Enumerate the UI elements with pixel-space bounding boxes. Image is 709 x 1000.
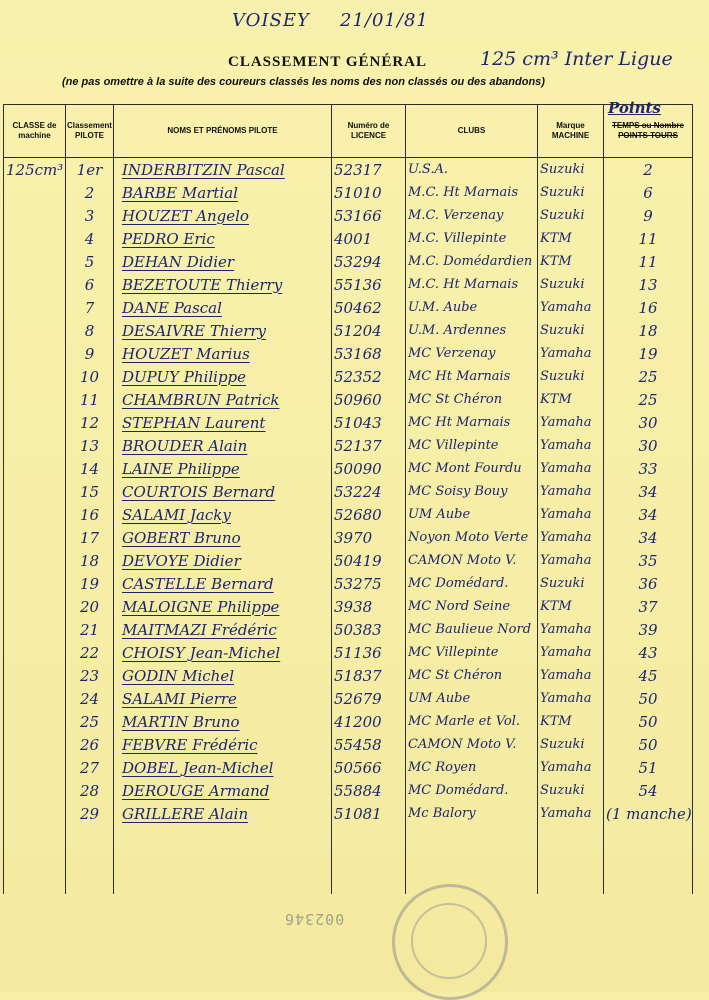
row-points: 6 [604,181,693,204]
row-club: MC Domédard. [406,572,538,595]
row-licence: 53224 [332,480,406,503]
table-row [4,227,693,250]
results-table [3,99,693,894]
row-name: PEDRO Eric [114,227,332,250]
table-row [4,342,693,365]
row-name: INDERBITZIN Pascal [114,158,332,182]
row-name: STEPHAN Laurent [114,411,332,434]
row-licence: 41200 [332,710,406,733]
table-row [4,526,693,549]
row-class [4,319,66,342]
row-rank: 22 [66,641,114,664]
document-title: CLASSEMENT GÉNÉRAL [228,54,428,70]
handwritten-name: VOISEY [232,10,310,31]
stamp-inner-ring [411,903,487,979]
row-club: M.C. Villepinte [406,227,538,250]
row-rank: 1er [66,158,114,182]
row-make: Suzuki [538,158,604,182]
row-rank: 27 [66,756,114,779]
row-name: SALAMI Pierre [114,687,332,710]
row-class: 125cm³ [4,158,66,182]
row-name: GOBERT Bruno [114,526,332,549]
row-licence: 52679 [332,687,406,710]
col-header-rank: Classement PILOTE [66,105,114,158]
row-club: MC Baulieue Nord [406,618,538,641]
row-rank: 28 [66,779,114,802]
row-make: Yamaha [538,411,604,434]
table-row [4,434,693,457]
row-licence: 51043 [332,411,406,434]
empty-cell [538,848,604,871]
row-points: 25 [604,365,693,388]
empty-cell [604,848,693,871]
col-header-points [604,99,693,158]
row-points: 50 [604,710,693,733]
row-club: MC Mont Fourdu [406,457,538,480]
row-class [4,618,66,641]
row-club: MC Verzenay [406,342,538,365]
table-row [4,572,693,595]
table-row [4,503,693,526]
row-make: Suzuki [538,779,604,802]
row-rank: 6 [66,273,114,296]
row-class [4,733,66,756]
row-name: COURTOIS Bernard [114,480,332,503]
row-club: MC Nord Seine [406,595,538,618]
row-rank: 2 [66,181,114,204]
row-class [4,457,66,480]
row-licence: 51136 [332,641,406,664]
row-points: 39 [604,618,693,641]
row-class [4,549,66,572]
row-make: Yamaha [538,618,604,641]
row-points: 36 [604,572,693,595]
empty-cell [332,848,406,871]
row-rank: 12 [66,411,114,434]
table-row [4,641,693,664]
table-row [4,388,693,411]
empty-cell [604,825,693,848]
empty-cell [332,871,406,894]
row-name: CHAMBRUN Patrick [114,388,332,411]
row-make: Suzuki [538,733,604,756]
row-make: Yamaha [538,296,604,319]
row-make: Yamaha [538,526,604,549]
row-points: 45 [604,664,693,687]
row-licence: 3970 [332,526,406,549]
serial-number: 002346 [284,910,345,928]
row-name: MALOIGNE Philippe [114,595,332,618]
row-club: MC Ht Marnais [406,411,538,434]
row-points: (1 manche) [604,802,693,825]
row-licence: 52317 [332,158,406,182]
row-licence: 55884 [332,779,406,802]
row-club: MC Soisy Bouy [406,480,538,503]
row-name: DEVOYE Didier [114,549,332,572]
row-licence: 3938 [332,595,406,618]
row-name: LAINE Philippe [114,457,332,480]
row-licence: 53168 [332,342,406,365]
row-make: Suzuki [538,273,604,296]
row-class [4,756,66,779]
results-body [4,158,693,895]
row-points: 33 [604,457,693,480]
row-make: Yamaha [538,549,604,572]
row-licence: 53275 [332,572,406,595]
table-row [4,687,693,710]
row-name: BARBE Martial [114,181,332,204]
points-printed-label: TEMPS ou Nombre POINTS TOURS [611,120,684,140]
row-points: 18 [604,319,693,342]
row-make: Suzuki [538,204,604,227]
row-licence: 55458 [332,733,406,756]
row-points: 11 [604,250,693,273]
row-class [4,802,66,825]
table-row [4,779,693,802]
row-class [4,181,66,204]
row-class [4,710,66,733]
row-class [4,411,66,434]
empty-cell [406,825,538,848]
table-row [4,618,693,641]
row-licence: 52352 [332,365,406,388]
table-row [4,319,693,342]
row-licence: 52137 [332,434,406,457]
row-make: KTM [538,595,604,618]
table-row [4,756,693,779]
row-make: Yamaha [538,664,604,687]
row-class [4,480,66,503]
row-club: Noyon Moto Verte [406,526,538,549]
table-row [4,273,693,296]
row-rank: 17 [66,526,114,549]
row-licence: 52680 [332,503,406,526]
row-class [4,687,66,710]
row-rank: 24 [66,687,114,710]
row-class [4,250,66,273]
points-handwritten-label: Points [608,99,661,117]
col-header-club: CLUBS [406,105,538,158]
row-licence: 50383 [332,618,406,641]
category-handwritten: 125 cm³ Inter Ligue [480,48,673,70]
table-row [4,802,693,825]
row-class [4,365,66,388]
row-points: 30 [604,434,693,457]
row-make: KTM [538,250,604,273]
empty-cell [332,825,406,848]
row-club: M.C. Verzenay [406,204,538,227]
table-row [4,250,693,273]
row-club: MC Domédard. [406,779,538,802]
row-make: Yamaha [538,434,604,457]
row-club: UM Aube [406,687,538,710]
row-name: BEZETOUTE Thierry [114,273,332,296]
row-points: 50 [604,733,693,756]
row-name: DEROUGE Armand [114,779,332,802]
empty-cell [66,825,114,848]
table-row [4,733,693,756]
row-class [4,227,66,250]
table-header-row [4,105,693,158]
row-rank: 16 [66,503,114,526]
table-row [4,204,693,227]
row-licence: 50090 [332,457,406,480]
row-make: Yamaha [538,802,604,825]
empty-cell [406,848,538,871]
row-club: U.S.A. [406,158,538,182]
row-name: CASTELLE Bernard [114,572,332,595]
row-points: 35 [604,549,693,572]
row-make: Yamaha [538,756,604,779]
table-row [4,158,693,182]
table-row [4,480,693,503]
empty-cell [4,825,66,848]
row-class [4,273,66,296]
row-rank: 5 [66,250,114,273]
table-row [4,365,693,388]
empty-row [4,871,693,894]
row-name: DUPUY Philippe [114,365,332,388]
row-club: MC Villepinte [406,434,538,457]
row-licence: 50960 [332,388,406,411]
empty-cell [114,848,332,871]
row-class [4,434,66,457]
table-row [4,710,693,733]
empty-cell [66,848,114,871]
row-points: 30 [604,411,693,434]
row-class [4,204,66,227]
row-licence: 51081 [332,802,406,825]
row-make: KTM [538,388,604,411]
row-licence: 55136 [332,273,406,296]
row-club: CAMON Moto V. [406,733,538,756]
row-class [4,503,66,526]
row-club: MC Royen [406,756,538,779]
row-make: Suzuki [538,365,604,388]
row-class [4,526,66,549]
row-rank: 18 [66,549,114,572]
league-stamp [392,884,508,1000]
row-club: MC Marle et Vol. [406,710,538,733]
row-make: Yamaha [538,457,604,480]
empty-cell [538,871,604,894]
row-rank: 20 [66,595,114,618]
row-name: SALAMI Jacky [114,503,332,526]
table-row [4,549,693,572]
row-club: U.M. Ardennes [406,319,538,342]
row-club: M.C. Ht Marnais [406,181,538,204]
row-make: KTM [538,227,604,250]
row-rank: 15 [66,480,114,503]
row-club: Mc Balory [406,802,538,825]
row-licence: 50462 [332,296,406,319]
col-header-licence: Numéro de LICENCE [332,105,406,158]
row-class [4,641,66,664]
row-points: 54 [604,779,693,802]
row-rank: 26 [66,733,114,756]
row-rank: 9 [66,342,114,365]
row-make: Yamaha [538,687,604,710]
row-name: DOBEL Jean-Michel [114,756,332,779]
row-class [4,296,66,319]
row-make: Yamaha [538,641,604,664]
empty-cell [66,871,114,894]
row-name: BROUDER Alain [114,434,332,457]
row-name: MARTIN Bruno [114,710,332,733]
row-name: DEHAN Didier [114,250,332,273]
row-club: U.M. Aube [406,296,538,319]
col-header-class: CLASSE de machine [4,105,66,158]
row-club: MC St Chéron [406,664,538,687]
row-points: 51 [604,756,693,779]
row-class [4,779,66,802]
row-name: HOUZET Angelo [114,204,332,227]
row-make: Suzuki [538,181,604,204]
row-points: 16 [604,296,693,319]
row-class [4,595,66,618]
row-make: Yamaha [538,480,604,503]
empty-row [4,825,693,848]
document-subtitle: (ne pas omettre à la suite des coureurs classés les noms des non classés ou des abandons) [62,76,545,88]
row-points: 50 [604,687,693,710]
row-rank: 25 [66,710,114,733]
table-row [4,296,693,319]
row-club: MC St Chéron [406,388,538,411]
row-points: 34 [604,503,693,526]
row-class [4,388,66,411]
row-rank: 21 [66,618,114,641]
row-rank: 10 [66,365,114,388]
row-points: 43 [604,641,693,664]
row-rank: 8 [66,319,114,342]
row-points: 34 [604,526,693,549]
row-points: 2 [604,158,693,182]
row-points: 34 [604,480,693,503]
row-name: FEBVRE Frédéric [114,733,332,756]
table-row [4,457,693,480]
row-rank: 23 [66,664,114,687]
empty-cell [538,825,604,848]
table-row [4,664,693,687]
row-licence: 51204 [332,319,406,342]
empty-cell [604,871,693,894]
row-class [4,664,66,687]
row-name: DESAIVRE Thierry [114,319,332,342]
col-header-name: NOMS ET PRÉNOMS PILOTE [114,105,332,158]
row-rank: 11 [66,388,114,411]
row-licence: 53166 [332,204,406,227]
row-rank: 4 [66,227,114,250]
row-name: HOUZET Marius [114,342,332,365]
row-licence: 50566 [332,756,406,779]
row-licence: 51010 [332,181,406,204]
table-row [4,411,693,434]
row-make: KTM [538,710,604,733]
row-licence: 51837 [332,664,406,687]
row-rank: 14 [66,457,114,480]
row-rank: 19 [66,572,114,595]
row-club: CAMON Moto V. [406,549,538,572]
table-row [4,181,693,204]
empty-row [4,848,693,871]
row-name: DANE Pascal [114,296,332,319]
row-points: 9 [604,204,693,227]
row-points: 19 [604,342,693,365]
row-club: UM Aube [406,503,538,526]
row-rank: 29 [66,802,114,825]
col-header-make: Marque MACHINE [538,105,604,158]
empty-cell [114,825,332,848]
row-rank: 13 [66,434,114,457]
row-club: MC Ht Marnais [406,365,538,388]
empty-cell [4,871,66,894]
row-points: 37 [604,595,693,618]
row-club: M.C. Domédardien [406,250,538,273]
row-points: 13 [604,273,693,296]
empty-cell [114,871,332,894]
row-make: Suzuki [538,572,604,595]
row-name: GRILLERE Alain [114,802,332,825]
row-points: 11 [604,227,693,250]
row-club: MC Villepinte [406,641,538,664]
empty-cell [4,848,66,871]
row-club: M.C. Ht Marnais [406,273,538,296]
row-licence: 50419 [332,549,406,572]
handwritten-date: 21/01/81 [340,10,429,31]
row-licence: 4001 [332,227,406,250]
row-class [4,572,66,595]
row-name: MAITMAZI Frédéric [114,618,332,641]
row-make: Yamaha [538,503,604,526]
row-licence: 53294 [332,250,406,273]
row-name: GODIN Michel [114,664,332,687]
row-name: CHOISY Jean-Michel [114,641,332,664]
row-make: Suzuki [538,319,604,342]
row-class [4,342,66,365]
row-rank: 7 [66,296,114,319]
row-make: Yamaha [538,342,604,365]
table-row [4,595,693,618]
row-points: 25 [604,388,693,411]
row-rank: 3 [66,204,114,227]
